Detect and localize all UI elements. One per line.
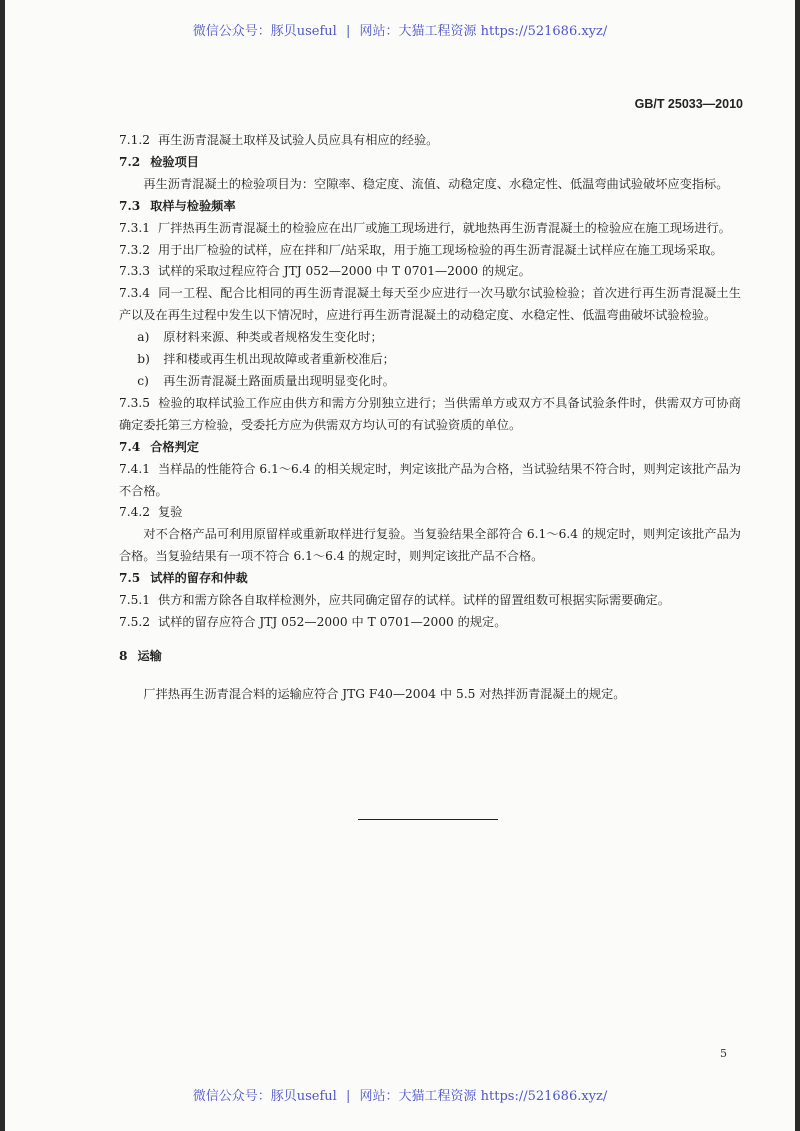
scan-edge-left (0, 0, 5, 1131)
clause-number: 7.2 (119, 154, 141, 169)
clause-text: 取样与检验频率 (150, 198, 236, 213)
clause-text: 拌和楼或再生机出现故障或者重新校准后； (163, 352, 395, 367)
paragraph (119, 174, 741, 196)
clause-text: 厂拌热再生沥青混凝土的检验应在出厂或施工现场进行，就地热再生沥青混凝土的检验应在施工现场进行。 (158, 220, 731, 235)
watermark-website: 网站：大猫工程资源 https://521686.xyz/ (359, 24, 608, 39)
clause-text: 用于出厂检验的试样，应在拌和厂/站采取，用于施工现场检验的再生沥青混凝土试样应在施工现场采取。 (158, 242, 723, 257)
paragraph (119, 218, 741, 240)
clause-number: c) (137, 373, 149, 388)
clause-number: 7.1.2 (119, 133, 151, 147)
paragraph (119, 261, 741, 283)
paragraph (119, 684, 741, 706)
clause-number: 7.5 (119, 571, 141, 586)
paragraph (119, 130, 741, 152)
paragraph (119, 502, 741, 524)
clause-number: 7.5.1 (119, 593, 151, 608)
clause-text: 运输 (137, 648, 162, 663)
clause-number: 8 (119, 648, 128, 663)
watermark-website: 网站：大猫工程资源 https://521686.xyz/ (359, 1089, 608, 1104)
clause-number: 7.4 (119, 439, 141, 454)
clause-number: 7.5.2 (119, 614, 151, 629)
clause-text: 厂拌热再生沥青混合料的运输应符合 JTG F40—2004 中 5.5 对热拌沥青混凝土的规定。 (143, 686, 626, 701)
clause-number: 7.3.3 (119, 264, 151, 279)
watermark-wechat: 微信公众号：豚贝useful (192, 1089, 337, 1104)
paragraph (119, 459, 741, 503)
clause-number: 7.3.1 (119, 220, 151, 235)
clause-text: 试样的留存应符合 JTJ 052—2000 中 T 0701—2000 的规定。 (158, 614, 507, 629)
watermark-separator: | (345, 1089, 351, 1104)
clause-number: 7.3.4 (119, 286, 151, 301)
clause-number: 7.4.2 (119, 505, 151, 520)
watermark-wechat: 微信公众号：豚贝useful (192, 24, 337, 39)
paragraph (119, 612, 741, 634)
list-item (119, 327, 741, 349)
watermark-separator: | (345, 24, 351, 39)
section-heading (119, 568, 741, 590)
clause-number: a) (137, 330, 150, 345)
clause-text: 对不合格产品可利用原留样或重新取样进行复验。当复验结果全部符合 6.1～6.4 的规定时，则判定该批产品为合格。当复验结果有一项不符合 6.1～6.4 的规定时，则判定该批产品不合格。 (119, 527, 741, 564)
clause-text: 复验 (158, 505, 183, 520)
paragraph (119, 240, 741, 262)
section-heading (119, 646, 741, 668)
section-heading (119, 437, 741, 459)
clause-text: 同一工程、配合比相同的再生沥青混凝土每天至少应进行一次马歇尔试验检验；首次进行再生沥青混凝土生产以及在再生过程中发生以下情况时，应进行再生沥青混凝土的动稳定度、水稳定性、低温弯曲破坏试验检验。 (119, 286, 741, 323)
document-body (119, 130, 741, 706)
clause-number: 7.3.5 (119, 395, 151, 410)
clause-text: 试样的采取过程应符合 JTJ 052—2000 中 T 0701—2000 的规定。 (158, 264, 531, 279)
page-number: 5 (720, 1047, 727, 1060)
clause-number: b) (137, 352, 150, 367)
clause-text: 供方和需方除各自取样检测外，应共同确定留存的试样。试样的留置组数可根据实际需要确定。 (158, 593, 670, 608)
standard-code: GB/T 25033—2010 (634, 97, 743, 111)
end-rule (358, 819, 498, 820)
clause-number: 7.4.1 (119, 461, 151, 476)
paragraph (119, 524, 741, 568)
clause-text: 试样的留存和仲裁 (150, 571, 248, 586)
paragraph (119, 393, 741, 437)
clause-text: 原材料来源、种类或者规格发生变化时； (163, 330, 383, 345)
clause-number: 7.3 (119, 198, 141, 213)
clause-text: 再生沥青混凝土取样及试验人员应具有相应的经验。 (158, 133, 439, 147)
watermark-bottom (0, 1085, 800, 1104)
clause-text: 再生沥青混凝土的检验项目为：空隙率、稳定度、流值、动稳定度、水稳定性、低温弯曲试验破坏应变指标。 (143, 176, 729, 191)
paragraph (119, 283, 741, 327)
clause-text: 再生沥青混凝土路面质量出现明显变化时。 (163, 373, 395, 388)
clause-text: 检验项目 (150, 154, 199, 169)
list-item (119, 371, 741, 393)
section-heading (119, 196, 741, 218)
section-heading (119, 152, 741, 174)
watermark-top (0, 20, 800, 39)
list-item (119, 349, 741, 371)
paragraph (119, 590, 741, 612)
clause-number: 7.3.2 (119, 242, 151, 257)
clause-text: 检验的取样试验工作应由供方和需方分别独立进行；当供需单方或双方不具备试验条件时，供需双方可协商确定委托第三方检验，受委托方应为供需双方均认可的有试验资质的单位。 (119, 395, 741, 432)
clause-text: 合格判定 (150, 439, 199, 454)
clause-text: 当样品的性能符合 6.1～6.4 的相关规定时，判定该批产品为合格，当试验结果不符合时，则判定该批产品为不合格。 (119, 461, 741, 498)
scan-edge-right (795, 0, 800, 1131)
